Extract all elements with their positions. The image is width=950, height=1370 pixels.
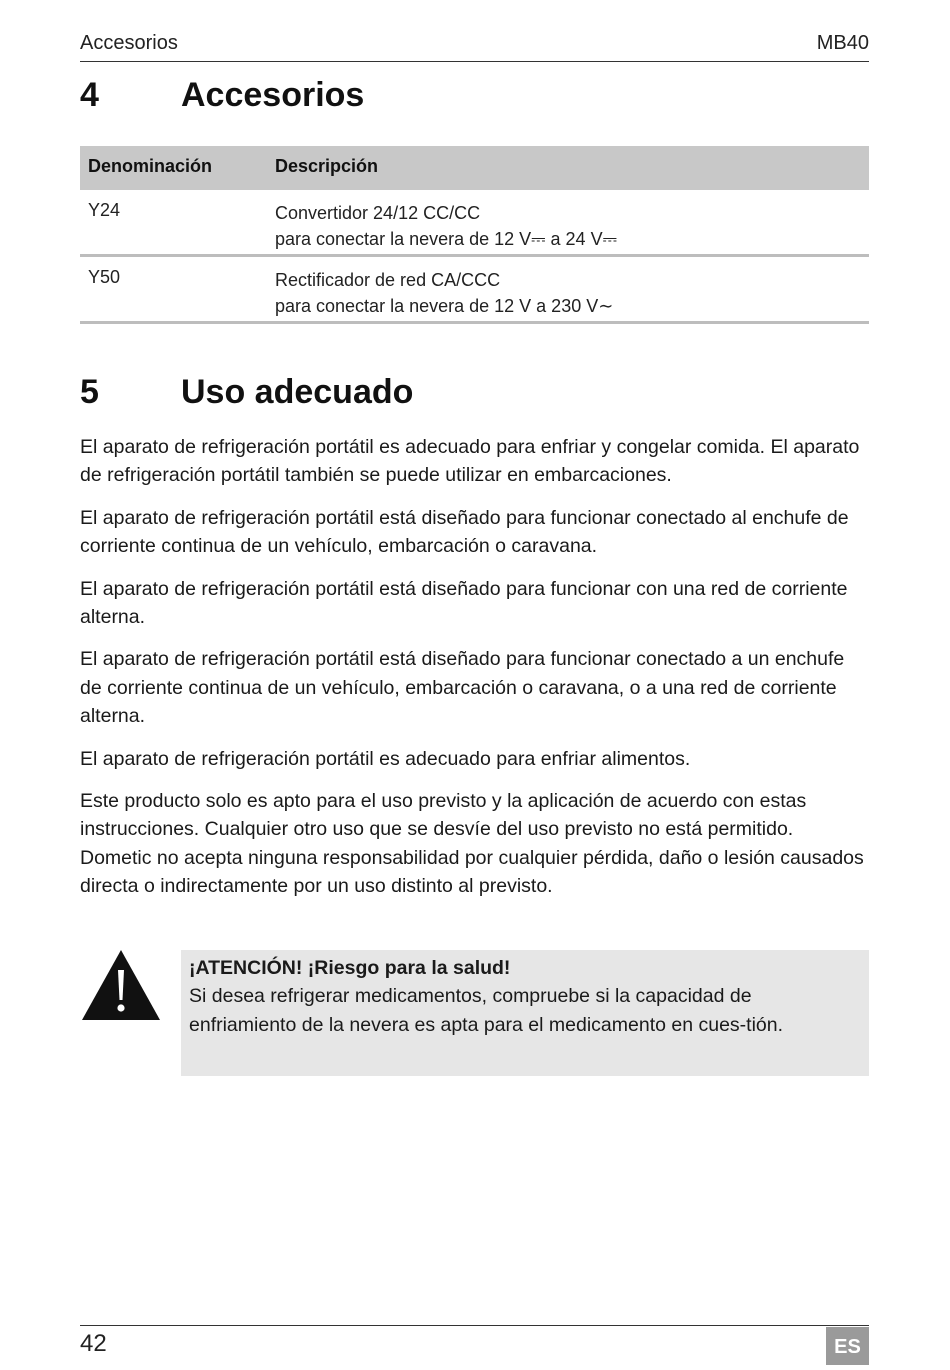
column-header-description: Descripción [275, 156, 379, 176]
section-number: 4 [80, 76, 99, 114]
section-number: 5 [80, 373, 99, 411]
accessories-table [80, 146, 869, 324]
description-line: Rectificador de red CA/CCC [275, 270, 501, 290]
column-header-name: Denominación [88, 156, 213, 176]
language-badge: ES [826, 1327, 869, 1365]
table-row [80, 257, 869, 324]
accessory-description [275, 267, 613, 319]
section-4-heading [80, 76, 869, 122]
paragraph: El aparato de refrigeración portátil es adecuado para enfriar alimentos. [80, 747, 691, 770]
page-number: 42 [80, 1330, 107, 1357]
section-5-heading [80, 373, 869, 419]
warning-triangle-icon [80, 948, 162, 1022]
paragraph: El aparato de refrigeración portátil es adecuado para enfriar y congelar comida. El aparato de refrigeración portátil también se puede utilizar en embarcaciones. [80, 436, 860, 487]
description-line: para conectar la nevera de 12 V a 230 V∼ [275, 296, 614, 316]
paragraph: El aparato de refrigeración portátil está diseñado para funcionar con una red de corriente alterna. [80, 577, 848, 629]
table-row [80, 190, 869, 257]
header-model: MB40 [816, 32, 869, 54]
warning-box [181, 950, 869, 1076]
paragraph: Este producto solo es apto para el uso previsto y la aplicación de acuerdo con estas instrucciones. Cualquier otro uso que se desvíe del uso previsto no está permitido. Dometic no acepta ninguna responsabilidad por cualquier pérdida, daño o lesión causados directa o indirectamente por un uso distinto al previsto. [80, 790, 864, 898]
header-section-title: Accesorios [80, 32, 178, 54]
paragraph: El aparato de refrigeración portátil está diseñado para funcionar conectado al enchufe de corriente continua de un vehículo, embarcación o caravana. [80, 506, 849, 558]
running-header [80, 30, 869, 62]
paragraph: El aparato de refrigeración portátil está diseñado para funcionar conectado a un enchufe de corriente continua de un vehículo, embarcación o caravana, o a una red de corriente alterna. [80, 648, 845, 728]
table-header-row [80, 146, 869, 190]
accessory-name: Y50 [88, 267, 121, 287]
intended-use-text [80, 433, 869, 915]
description-line: para conectar la nevera de 12 V⎓ a 24 V⎓ [275, 229, 617, 249]
description-line: Convertidor 24/12 CC/CC [275, 203, 481, 223]
section-title: Accesorios [181, 76, 365, 114]
accessory-description [275, 200, 617, 252]
section-title: Uso adecuado [181, 373, 414, 411]
accessory-name: Y24 [88, 200, 121, 220]
footer-rule [80, 1325, 869, 1326]
warning-text: Si desea refrigerar medicamentos, compruebe si la capacidad de enfriamiento de la nevera es apta para el medicamento en cues-tión. [189, 985, 784, 1036]
warning-title: ¡ATENCIÓN! ¡Riesgo para la salud! [189, 957, 511, 979]
